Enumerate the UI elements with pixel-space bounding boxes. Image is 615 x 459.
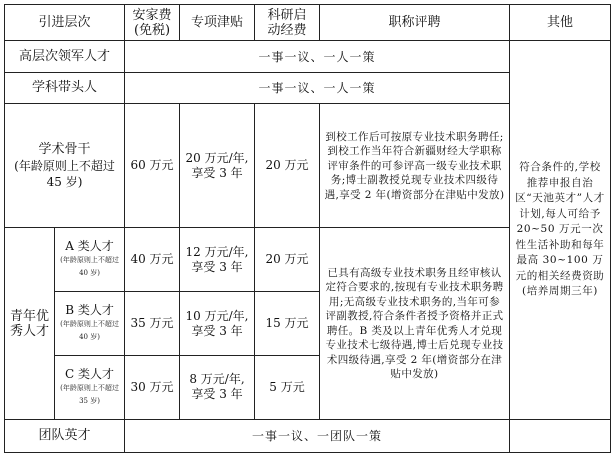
youth-c-allowance: 8 万元/年,享受 3 年 — [180, 355, 255, 419]
header-title-eval: 职称评聘 — [320, 5, 510, 41]
team-note: 一事一议、一团队一策 — [125, 419, 510, 452]
youth-c-cell — [55, 355, 125, 419]
youth-b-note: (年龄原则上不超过 40 岁) — [60, 320, 119, 342]
youth-b-settle: 35 万元 — [125, 292, 180, 356]
header-research-sub: 动经费 — [267, 22, 307, 38]
header-other: 其他 — [510, 5, 611, 41]
discipline-leader-note: 一事一议、一人一策 — [125, 72, 510, 103]
academic-label: 学术骨干 — [38, 141, 91, 157]
header-settle — [125, 5, 180, 41]
youth-b-name: B 类人才 — [65, 303, 114, 318]
talent-policy-table — [4, 4, 611, 453]
youth-a-allowance: 12 万元/年,享受 3 年 — [180, 228, 255, 292]
high-leader-note: 一事一议、一人一策 — [125, 41, 510, 72]
header-level: 引进层次 — [5, 5, 125, 41]
youth-c-research: 5 万元 — [255, 355, 320, 419]
academic-label-note: (年龄原则上不超过 45 岁) — [14, 158, 115, 189]
youth-label: 青年优秀人才 — [5, 228, 55, 419]
other-note: 符合条件的,学校推荐申报自治区“天池英才”人才计划,每人可给予 20~50 万元一次性生活补助和每年最高 30~100 万元的相关经费资助(培养周期三年) — [510, 41, 611, 419]
youth-b-allowance: 10 万元/年,享受 3 年 — [180, 292, 255, 356]
high-leader-label: 高层次领军人才 — [5, 41, 125, 72]
youth-a-research: 20 万元 — [255, 228, 320, 292]
youth-a-name: A 类人才 — [65, 239, 114, 254]
academic-research: 20 万元 — [255, 104, 320, 228]
academic-settle: 60 万元 — [125, 104, 180, 228]
header-settle-main: 安家费 — [132, 7, 172, 23]
youth-c-note: (年龄原则上不超过 35 岁) — [60, 383, 119, 405]
header-row — [5, 5, 611, 41]
academic-allowance: 20 万元/年,享受 3 年 — [180, 104, 255, 228]
youth-c-name: C 类人才 — [65, 366, 114, 381]
row-high-leader — [5, 41, 611, 72]
youth-a-note: (年龄原则上不超过 40 岁) — [60, 256, 119, 278]
team-label: 团队英才 — [5, 419, 125, 452]
header-allowance: 专项津贴 — [180, 5, 255, 41]
academic-label-cell — [5, 104, 125, 228]
header-research — [255, 5, 320, 41]
youth-a-cell — [55, 228, 125, 292]
youth-title-eval: 已具有高级专业技术职务且经审核认定符合要求的,按现有专业技术职务聘用;无高级专业技术职务的,当年可参评副教授,符合条件者授予资格并正式聘任。B 类及以上青年优秀人才兑现专业技术七级待遇,博士后兑现专业技术四级待遇,享受 2 年(增资部分在津贴中发放) — [320, 228, 510, 419]
header-settle-sub: (免税) — [133, 22, 171, 38]
academic-title-eval: 到校工作后可按原专业技术职务聘任;到校工作当年符合新疆财经大学职称评审条件的可参评高一级专业技术职务;博士副教授兑现专业技术四级待遇,享受 2 年(增资部分在津贴中发放) — [320, 104, 510, 228]
discipline-leader-label: 学科带头人 — [5, 72, 125, 103]
youth-c-settle: 30 万元 — [125, 355, 180, 419]
youth-b-cell — [55, 292, 125, 356]
header-research-main: 科研启 — [267, 7, 307, 23]
team-other-empty — [510, 419, 611, 452]
youth-b-research: 15 万元 — [255, 292, 320, 356]
youth-a-settle: 40 万元 — [125, 228, 180, 292]
row-team — [5, 419, 611, 452]
